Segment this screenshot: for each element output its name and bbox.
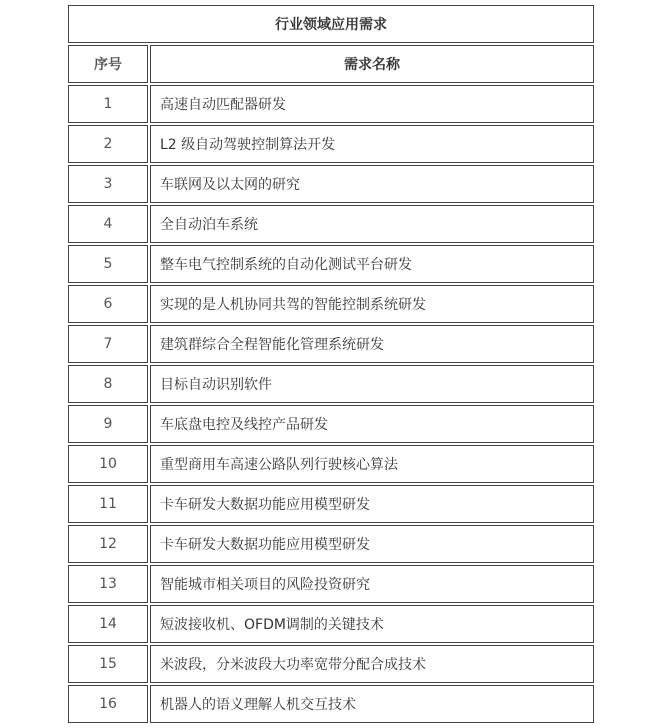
row-number: 15: [68, 645, 148, 683]
row-name: 短波接收机、OFDM调制的关键技术: [150, 605, 594, 643]
table-row: [68, 365, 594, 403]
row-number: 10: [68, 445, 148, 483]
table-row: [68, 165, 594, 203]
row-name: 目标自动识别软件: [150, 365, 594, 403]
table-row: [68, 685, 594, 723]
row-name: 车底盘电控及线控产品研发: [150, 405, 594, 443]
row-number: 9: [68, 405, 148, 443]
row-name: 高速自动匹配器研发: [150, 85, 594, 123]
table-row: [68, 325, 594, 363]
row-name: 米波段，分米波段大功率宽带分配合成技术: [150, 645, 594, 683]
row-name: 全自动泊车系统: [150, 205, 594, 243]
table-body: [68, 85, 594, 723]
requirements-table: [68, 5, 594, 725]
row-number: 1: [68, 85, 148, 123]
row-number: 4: [68, 205, 148, 243]
table-row: [68, 245, 594, 283]
row-number: 2: [68, 125, 148, 163]
row-name: 实现的是人机协同共驾的智能控制系统研发: [150, 285, 594, 323]
row-name: 机器人的语义理解人机交互技术: [150, 685, 594, 723]
table-row: [68, 205, 594, 243]
table-row: [68, 85, 594, 123]
row-number: 12: [68, 525, 148, 563]
row-number: 13: [68, 565, 148, 603]
header-number: 序号: [68, 45, 148, 83]
row-number: 14: [68, 605, 148, 643]
row-number: 3: [68, 165, 148, 203]
row-number: 11: [68, 485, 148, 523]
row-name: 整车电气控制系统的自动化测试平台研发: [150, 245, 594, 283]
row-name: 建筑群综合全程智能化管理系统研发: [150, 325, 594, 363]
table-title: 行业领域应用需求: [68, 5, 594, 43]
row-name: 卡车研发大数据功能应用模型研发: [150, 525, 594, 563]
header-row: [68, 45, 594, 83]
table-row: [68, 125, 594, 163]
row-name: 车联网及以太网的研究: [150, 165, 594, 203]
table-row: [68, 605, 594, 643]
row-name: 智能城市相关项目的风险投资研究: [150, 565, 594, 603]
row-number: 8: [68, 365, 148, 403]
table-row: [68, 645, 594, 683]
header-name: 需求名称: [150, 45, 594, 83]
row-name: 重型商用车高速公路队列行驶核心算法: [150, 445, 594, 483]
table-row: [68, 445, 594, 483]
table-row: [68, 285, 594, 323]
table-row: [68, 485, 594, 523]
row-number: 5: [68, 245, 148, 283]
row-number: 7: [68, 325, 148, 363]
row-number: 6: [68, 285, 148, 323]
table-row: [68, 525, 594, 563]
table-row: [68, 565, 594, 603]
row-name: L2 级自动驾驶控制算法开发: [150, 125, 594, 163]
row-number: 16: [68, 685, 148, 723]
row-name: 卡车研发大数据功能应用模型研发: [150, 485, 594, 523]
table-row: [68, 405, 594, 443]
